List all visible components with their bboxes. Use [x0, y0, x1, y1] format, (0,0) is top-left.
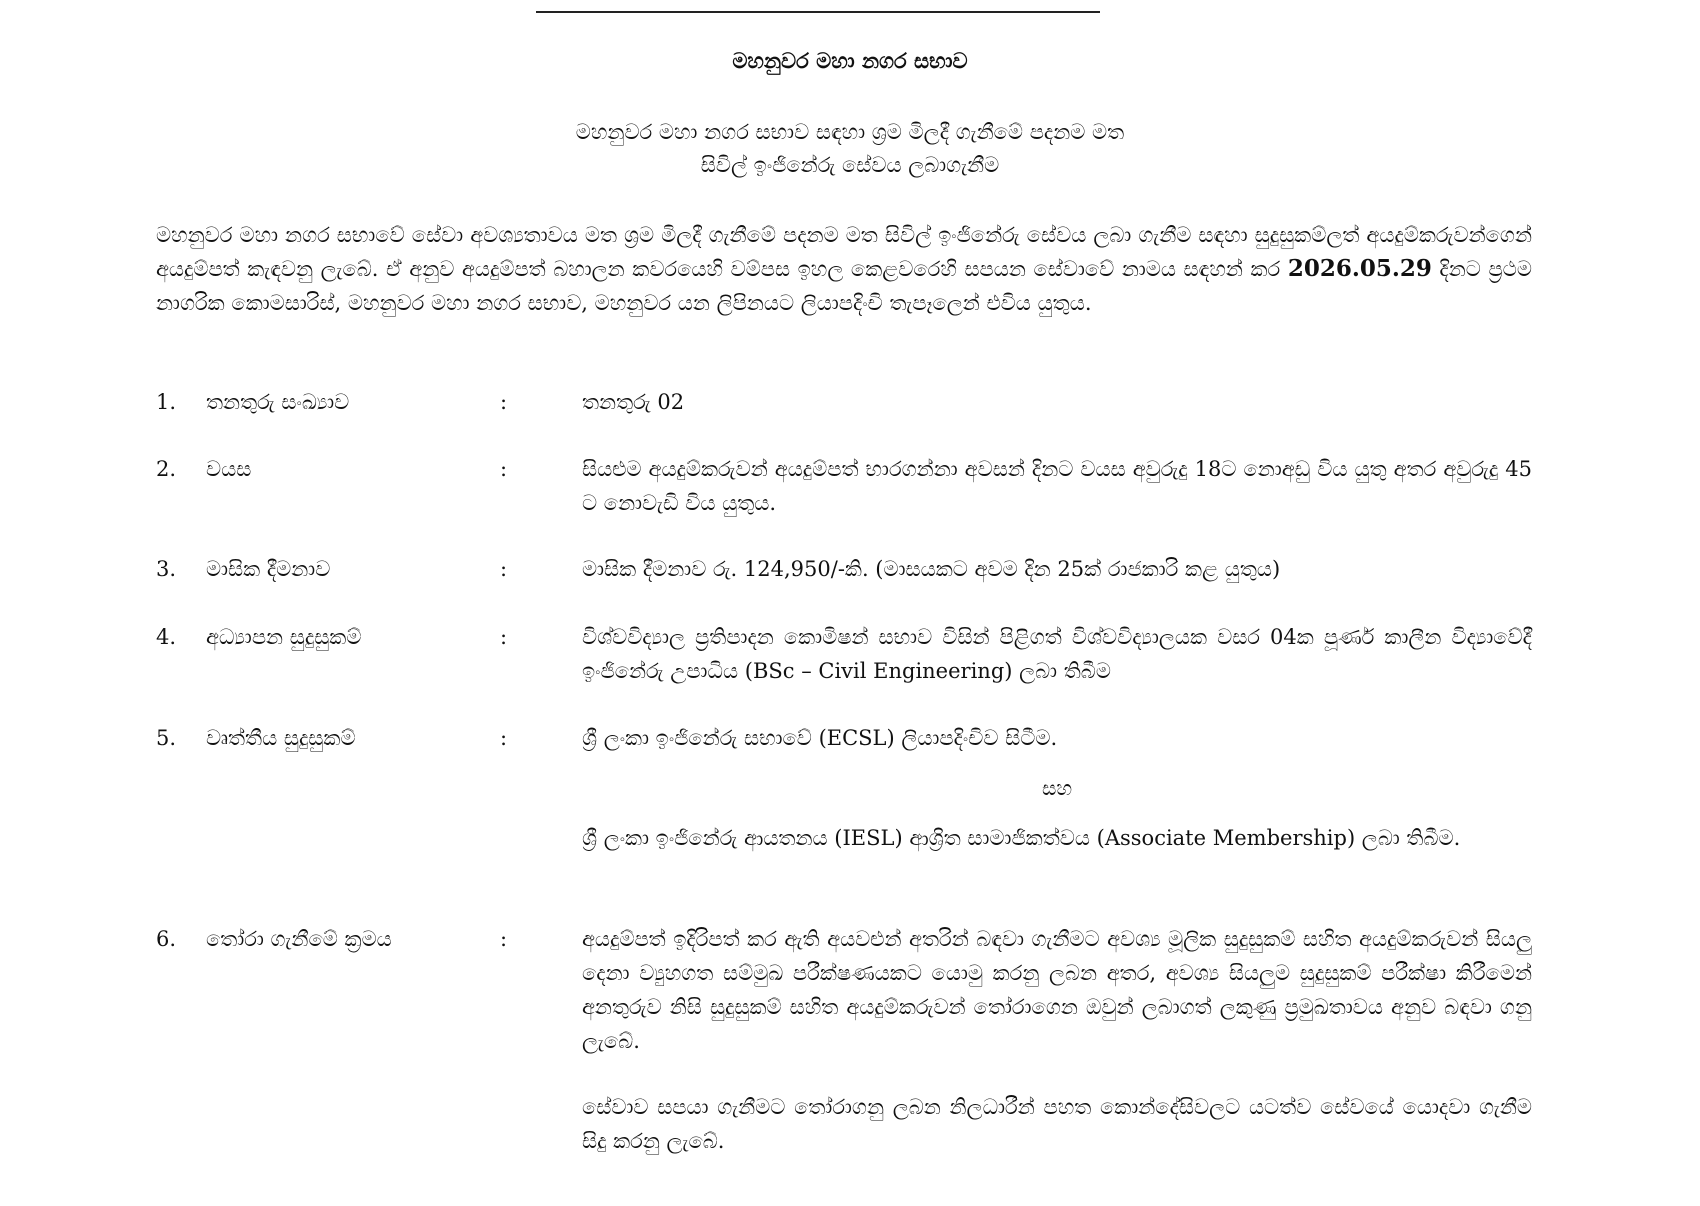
top-rule: [536, 11, 1100, 13]
item-number: 2.: [156, 457, 177, 481]
item-colon: :: [500, 390, 508, 414]
item-number: 3.: [156, 557, 177, 581]
item-label: අධ්‍යාපන සුදුසුකම්: [206, 625, 362, 649]
document-title: මහනුවර මහා නගර සභාව: [732, 48, 968, 73]
item-colon: :: [500, 726, 508, 750]
closing-date: 2026.05.29: [1287, 255, 1432, 282]
item-number: 6.: [156, 927, 177, 951]
item-value-continued: ශ්‍රී ලංකා ඉංජිනේරු ආයතනය (IESL) ආශ්‍රිත සාමාජිකත්වය (Associate Membership) ලබා තිබීම.: [582, 826, 1461, 850]
item-number: 5.: [156, 726, 177, 750]
item-colon: :: [500, 625, 508, 649]
item-value: මාසික දීමනාව රු. 124,950/-කි. (මාසයකට අවම දින 25ක් රාජකාරි කළ යුතුය): [582, 557, 1281, 581]
item-number: 4.: [156, 625, 177, 649]
document-subtitle-line1: මහනුවර මහා නගර සභාව සඳහා ශ්‍රම මිලදී ගැනීමේ පදනම මත: [575, 120, 1125, 144]
item-label: මාසික දීමනාව: [206, 557, 331, 581]
item-value: විශ්වවිද්‍යාල ප්‍රතිපාදන කොමිෂන් සභාව විසින් පිළිගත් විශ්වවිද්‍යාලයක වසර 04ක පූර්ණ කාලීන විද්‍යාවේදී ඉංජිනේරු උපාධිය (BSc – Civil Engineering) ලබා තිබීම: [582, 625, 1532, 683]
connector-word: සහ: [1041, 776, 1073, 800]
item-value: සියළුම අයදුම්කරුවන් අයදුම්පත් භාරගන්නා අවසන් දිනට වයස අවුරුදු 18ට නොඅඩු විය යුතු අතර අවුරුදු 45 ට නොවැඩි විය යුතුය.: [582, 457, 1532, 515]
item-value: ශ්‍රී ලංකා ඉංජිනේරු සභාවේ (ECSL) ලියාපදිංචිව සිටීම.: [582, 726, 1058, 750]
intro-text-after-date: දිනට ප්‍රථම නාගරික කොමසාරිස්, මහනුවර මහා නගර සභාව, මහනුවර යන ලිපිනයට ලියාපදිංචි තැපෑලෙන් එවිය යුතුය.: [156, 257, 1532, 315]
item-value-continued: සේවාව සපයා ගැනීමට තෝරාගනු ලබන නිලධාරීන් පහත කොන්දේසිවලට යටත්ව සේවයේ යොදවා ගැනීම සිදු කරනු ලැබේ.: [582, 1095, 1532, 1153]
item-label: තනතුරු සංඛ්‍යාව: [206, 390, 350, 414]
intro-paragraph: [156, 218, 1532, 320]
item-value: තනතුරු 02: [582, 390, 685, 414]
item-number: 1.: [156, 390, 177, 414]
item-colon: :: [500, 557, 508, 581]
intro-text-before-date: මහනුවර මහා නගර සභාවේ සේවා අවශ්‍යතාවය මත ශ්‍රම මිලදී ගැනීමේ පදනම මත සිවිල් ඉංජිනේරු සේවය ලබා ගැනීම සඳහා සුදුසුකම්ලත් අයදුම්කරුවන්ගෙන් අයදුම්පත් කැඳවනු ලැබේ. ඒ අනුව අයදුම්පත් බහාලන කවරයෙහි වම්පස ඉහල කෙළවරෙහි සපයන සේවාවේ නාමය සඳහන් කර: [156, 223, 1532, 281]
document-subtitle-line2: සිවිල් ඉංජිනේරු සේවය ලබාගැනීම: [700, 153, 1000, 177]
item-label: වෘත්තීය සුදුසුකම්: [206, 726, 356, 750]
item-label: තෝරා ගැනීමේ ක්‍රමය: [206, 927, 392, 951]
item-colon: :: [500, 457, 508, 481]
item-colon: :: [500, 927, 508, 951]
item-label: වයස: [206, 457, 252, 481]
item-value: අයදුම්පත් ඉදිරිපත් කර ඇති අයවළුන් අතරින් බඳවා ගැනීමට අවශ්‍ය මූලික සුදුසුකම් සහිත අයදුම්කරුවන් සියලු දෙනා ව්‍යුහගත සම්මුඛ පරීක්ෂණයකට යොමු කරනු ලබන අතර, අවශ්‍ය සියලුම සුදුසුකම් පරීක්ෂා කිරීමෙන් අනතුරුව නිසි සුදුසුකම් සහිත අයදුම්කරුවන් තෝරාගෙන ඔවුන් ලබාගත් ලකුණු ප්‍රමුඛතාවය අනුව බඳවා ගනු ලැබේ.: [582, 927, 1532, 1053]
